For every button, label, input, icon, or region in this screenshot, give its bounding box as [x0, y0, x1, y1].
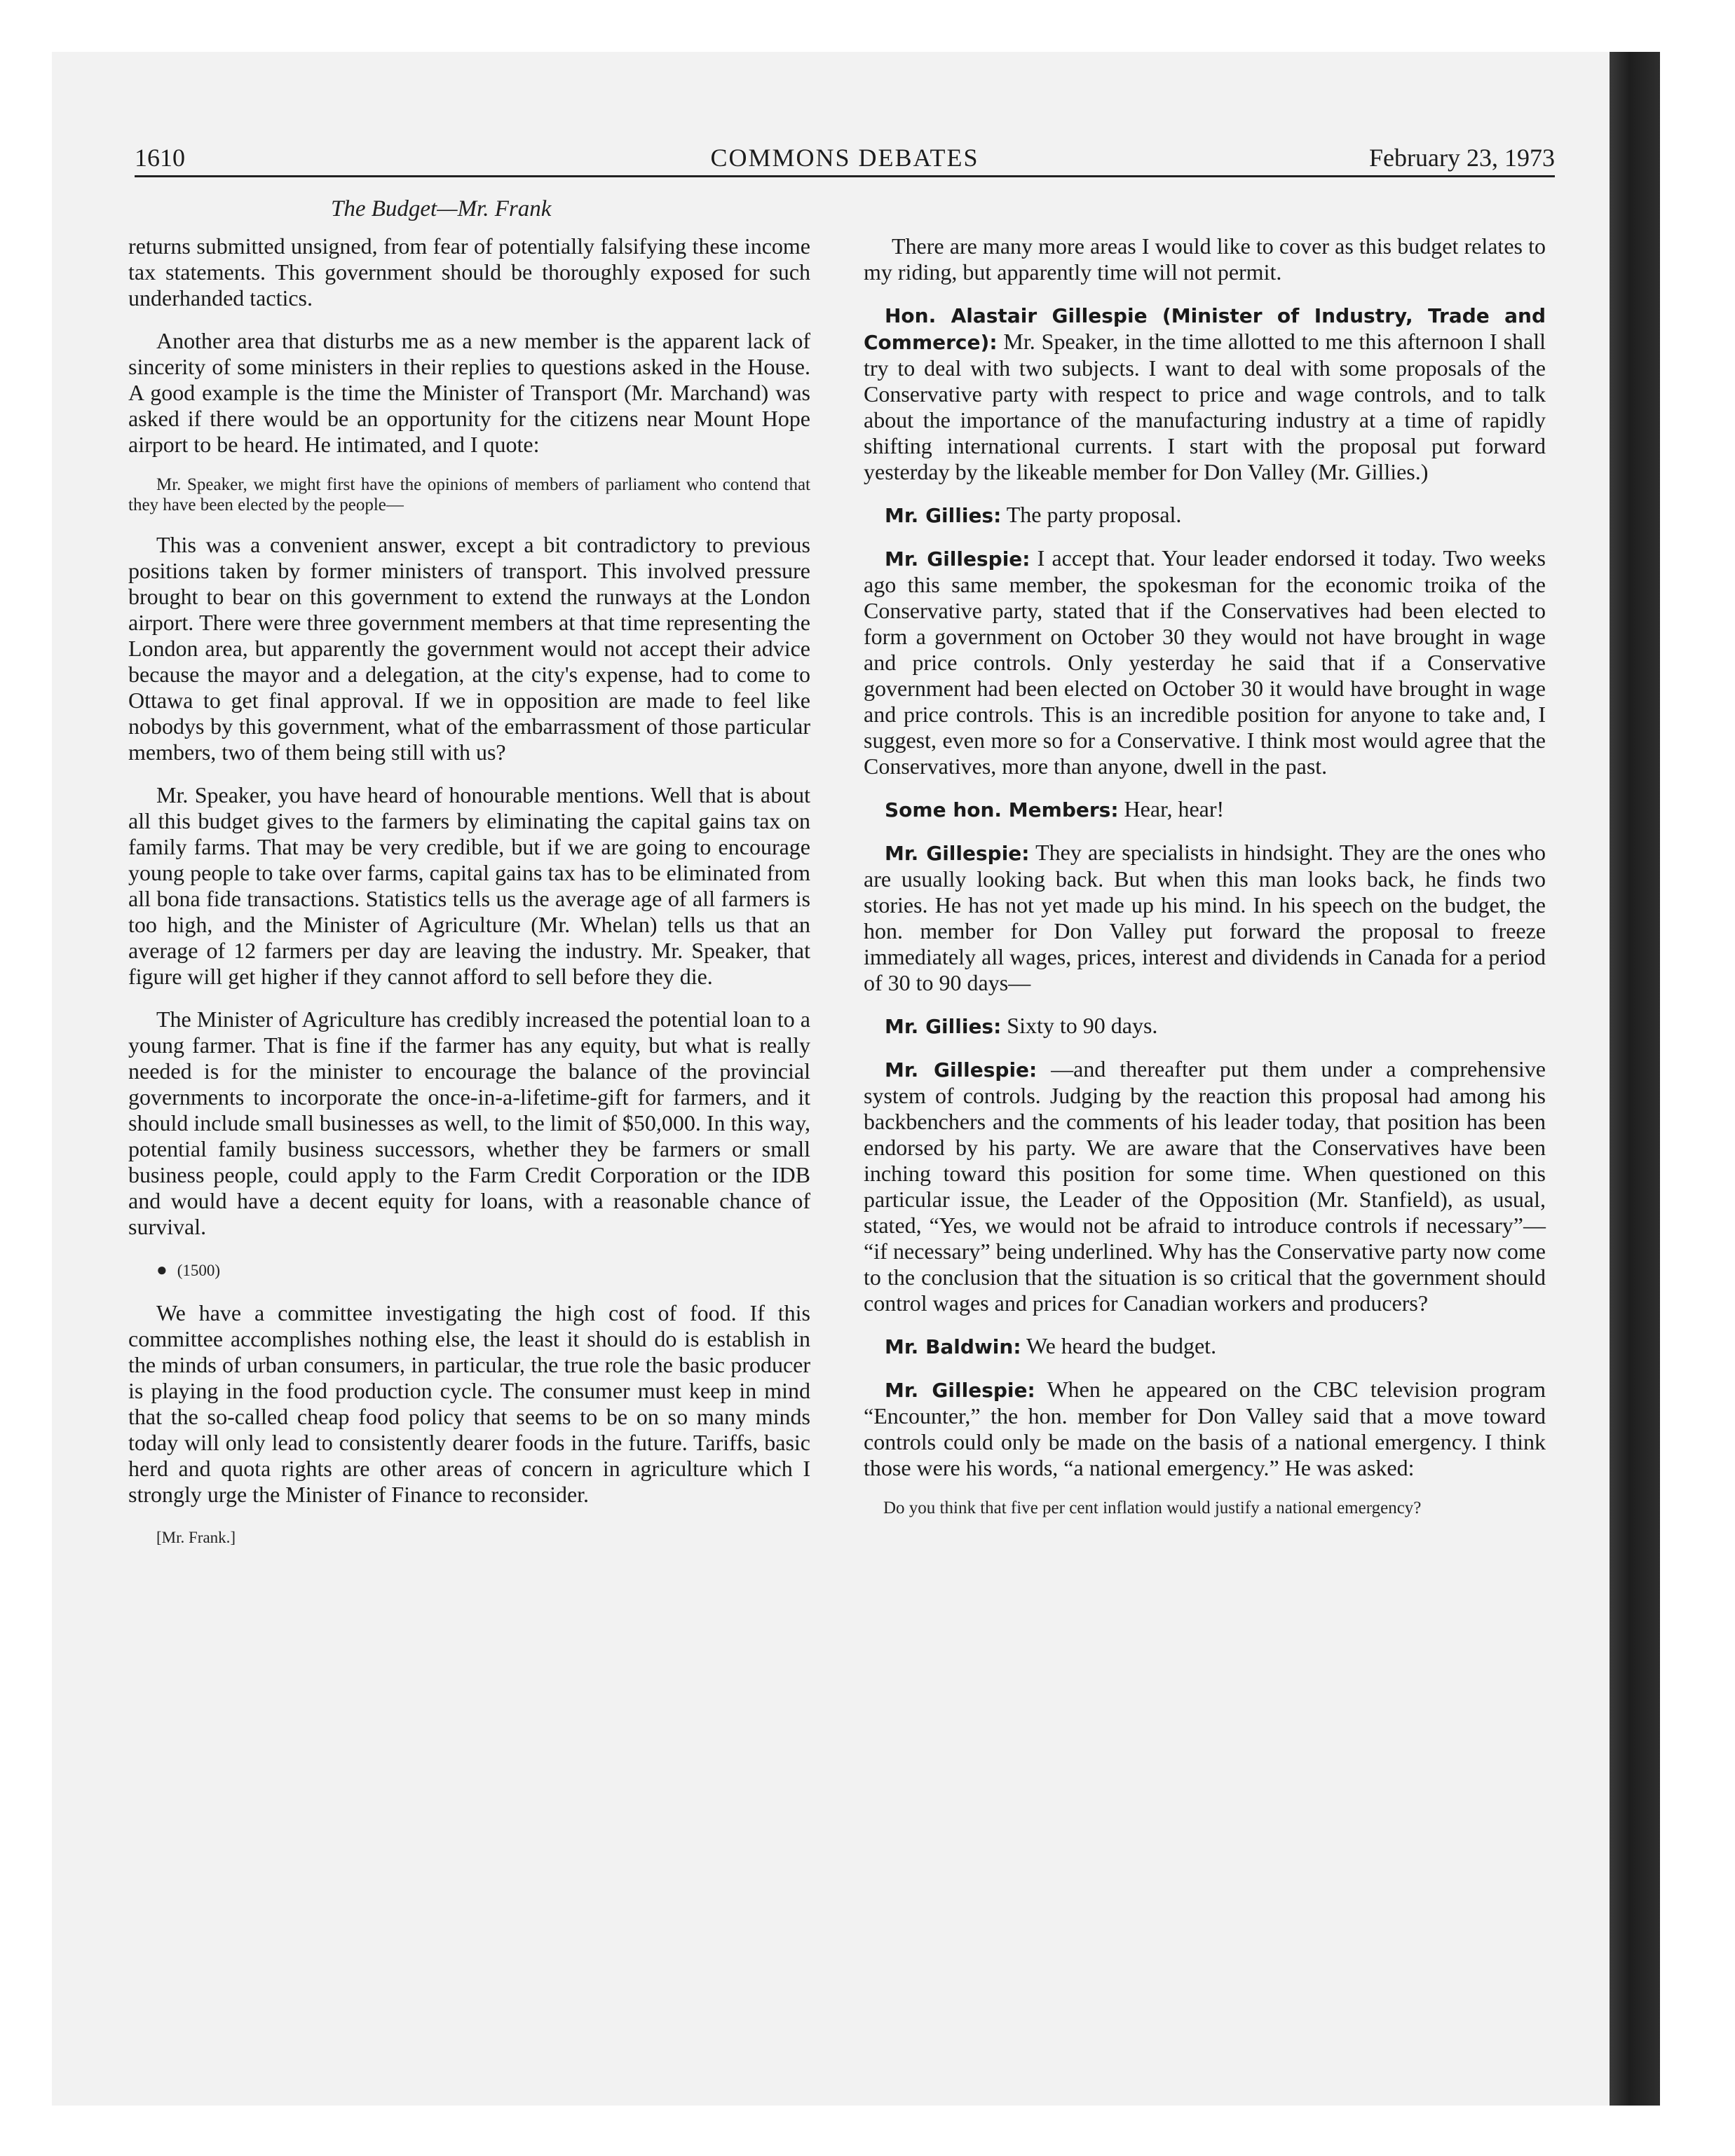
- scan-edge-shadow: [1610, 52, 1660, 2106]
- speech-paragraph: [864, 840, 1546, 996]
- right-column: [864, 233, 1546, 1535]
- speech-text: —and thereafter put them under a comprehensive system of controls. Judging by the reaction this proposal had among his backbenchers and the comments of his leader today, that position has been endorsed by his party. We are aware that the Conservatives have been inching toward this position for some time. When questioned on this particular issue, the Leader of the Opposition (Mr. Stanfield), as usual, stated, “Yes, we would not be afraid to introduce controls if necessary”— “if necessary” being underlined. Why has the Conservative party now come to the conclusion that the situation is so critical that the government should control wages and prices for Canadian workers and producers?: [864, 1056, 1546, 1316]
- page-number: 1610: [135, 144, 185, 172]
- speaker-attribution: [Mr. Frank.]: [156, 1529, 236, 1546]
- speech-text: Mr. Speaker, in the time allotted to me this afternoon I shall try to deal with two subjects. I want to deal with some proposals of the Conservative party with respect to price and wage controls, and to talk about the importance of the manufacturing industry at a time of rapidly shifting international currents. I start with the proposal put forward yesterday by the likeable member for Don Valley (Mr. Gillies.): [864, 329, 1546, 484]
- speaker-name: Mr. Gillespie:: [885, 842, 1030, 865]
- paragraph: Another area that disturbs me as a new member is the apparent lack of sincerity of some ministers in their replies to questions asked in the House. A good example is the time the Minister of Transport (Mr. Marchand) was asked if there would be an opportunity for the citizens near Mount Hope airport to be heard. He intimated, and I quote:: [128, 328, 810, 457]
- speaker-name: Mr. Gillespie:: [885, 1379, 1035, 1402]
- speech-paragraph: [864, 302, 1546, 485]
- running-head: The Budget—Mr. Frank: [331, 196, 552, 221]
- time-marker-text: (1500): [177, 1262, 221, 1279]
- speaker-name: Mr. Baldwin:: [885, 1335, 1021, 1358]
- speech-paragraph: [864, 1333, 1546, 1360]
- speaker-name: Mr. Gillies:: [885, 1015, 1002, 1038]
- publication-title: COMMONS DEBATES: [710, 144, 979, 172]
- paragraph: returns submitted unsigned, from fear of potentially falsifying these income tax statements. This government should be thoroughly exposed for such underhanded tactics.: [128, 233, 810, 311]
- speech-paragraph: [864, 502, 1546, 528]
- speech-paragraph: [864, 1377, 1546, 1481]
- paragraph: There are many more areas I would like to cover as this budget relates to my riding, but apparently time will not permit.: [864, 233, 1546, 285]
- speech-text: Hear, hear!: [1124, 796, 1225, 821]
- paragraph: The Minister of Agriculture has credibly increased the potential loan to a young farmer. That is fine if the farmer has any equity, but what is really needed is for the minister to encourage the balance of the provincial governments to incorporate the once-in-a-lifetime-gift for farmers, and it should include small businesses as well, to the limit of $50,000. In this way, potential family business successors, whether they be farmers or small business people, could apply to the Farm Credit Corporation or the IDB and would have a decent equity for loans, with a reasonable chance of survival.: [128, 1007, 810, 1239]
- speech-text: We heard the budget.: [1026, 1333, 1217, 1358]
- speaker-name: Mr. Gillespie:: [885, 547, 1030, 571]
- paragraph: This was a convenient answer, except a bit contradictory to previous positions taken by former ministers of transport. This involved pressure brought to bear on this government to extend the runways at the London airport. There were three government members at that time representing the London area, but apparently the government would not accept their advice because the mayor and a delegation, at the city's expense, had to come to Ottawa to get final approval. If we in opposition are made to feel like nobodys by this government, what of the embarrassment of those particular members, two of them being still with us?: [128, 532, 810, 765]
- speech-paragraph: [864, 545, 1546, 779]
- speech-text: Sixty to 90 days.: [1007, 1013, 1158, 1038]
- left-column: [128, 233, 810, 1567]
- paragraph: We have a committee investigating the high cost of food. If this committee accomplishes nothing else, the least it should do is establish in the minds of urban consumers, in particular, the true role the basic producer is playing in the food production cycle. The consumer must keep in mind that the so-called cheap food policy that seems to be on so many minds today will only lead to consistently dearer foods in the future. Tariffs, basic herd and quota rights are other areas of concern in agriculture which I strongly urge the Minister of Finance to reconsider.: [128, 1300, 810, 1507]
- block-quote: Do you think that five per cent inflation would justify a national emergency?: [883, 1499, 1422, 1517]
- speech-text: I accept that. Your leader endorsed it today. Two weeks ago this same member, the spokesman for the economic troika of the Conservative party, stated that if the Conservatives had been elected to form a government on October 30 they would not have brought in wage and price controls. Only yesterday he said that if a Conservative government had been elected on October 30 it would have brought in wage and price controls. This is an incredible position for anyone to take and, I suggest, even more so for a Conservative. I think most would agree that the Conservatives, more than anyone, dwell in the past.: [864, 545, 1546, 779]
- bullet-icon: ●: [156, 1260, 168, 1280]
- publication-date: February 23, 1973: [1369, 144, 1555, 172]
- speech-paragraph: [864, 1013, 1546, 1039]
- speech-paragraph: [864, 1056, 1546, 1316]
- time-marker: [128, 1257, 810, 1283]
- speaker-name: Hon. Alastair Gillespie (Minister of Industry, Trade and Commerce):: [864, 304, 1546, 354]
- paragraph: Mr. Speaker, you have heard of honourable mentions. Well that is about all this budget gives to the farmers by eliminating the capital gains tax on family farms. That may be very credible, but if we are going to encourage young people to take over farms, capital gains tax has to be eliminated from all bona fide transactions. Statistics tells us the average age of all farmers is too high, and the Minister of Agriculture (Mr. Whelan) tells us that an average of 12 farmers per day are leaving the industry. Mr. Speaker, that figure will get higher if they cannot afford to sell before they die.: [128, 782, 810, 989]
- speaker-name: Some hon. Members:: [885, 798, 1119, 821]
- speech-paragraph: [864, 796, 1546, 823]
- speaker-name: Mr. Gillespie:: [885, 1058, 1037, 1082]
- speech-text: They are specialists in hindsight. They are the ones who are usually looking back. But when this man looks back, he finds two stories. He has not yet made up his mind. In his speech on the budget, the hon. member for Don Valley put forward the proposal to freeze immediately all wages, prices, interest and dividends in Canada for a period of 30 to 90 days—: [864, 840, 1546, 995]
- speech-text: When he appeared on the CBC television program “Encounter,” the hon. member for Don Valley said that a move toward controls could only be made on the basis of a national emergency. I think those were his words, “a national emergency.” He was asked:: [864, 1377, 1546, 1480]
- speaker-name: Mr. Gillies:: [885, 504, 1002, 527]
- page-header: [135, 139, 1555, 177]
- block-quote: Mr. Speaker, we might first have the opinions of members of parliament who contend that they have been elected by the people—: [128, 475, 810, 514]
- speech-text: The party proposal.: [1006, 502, 1182, 527]
